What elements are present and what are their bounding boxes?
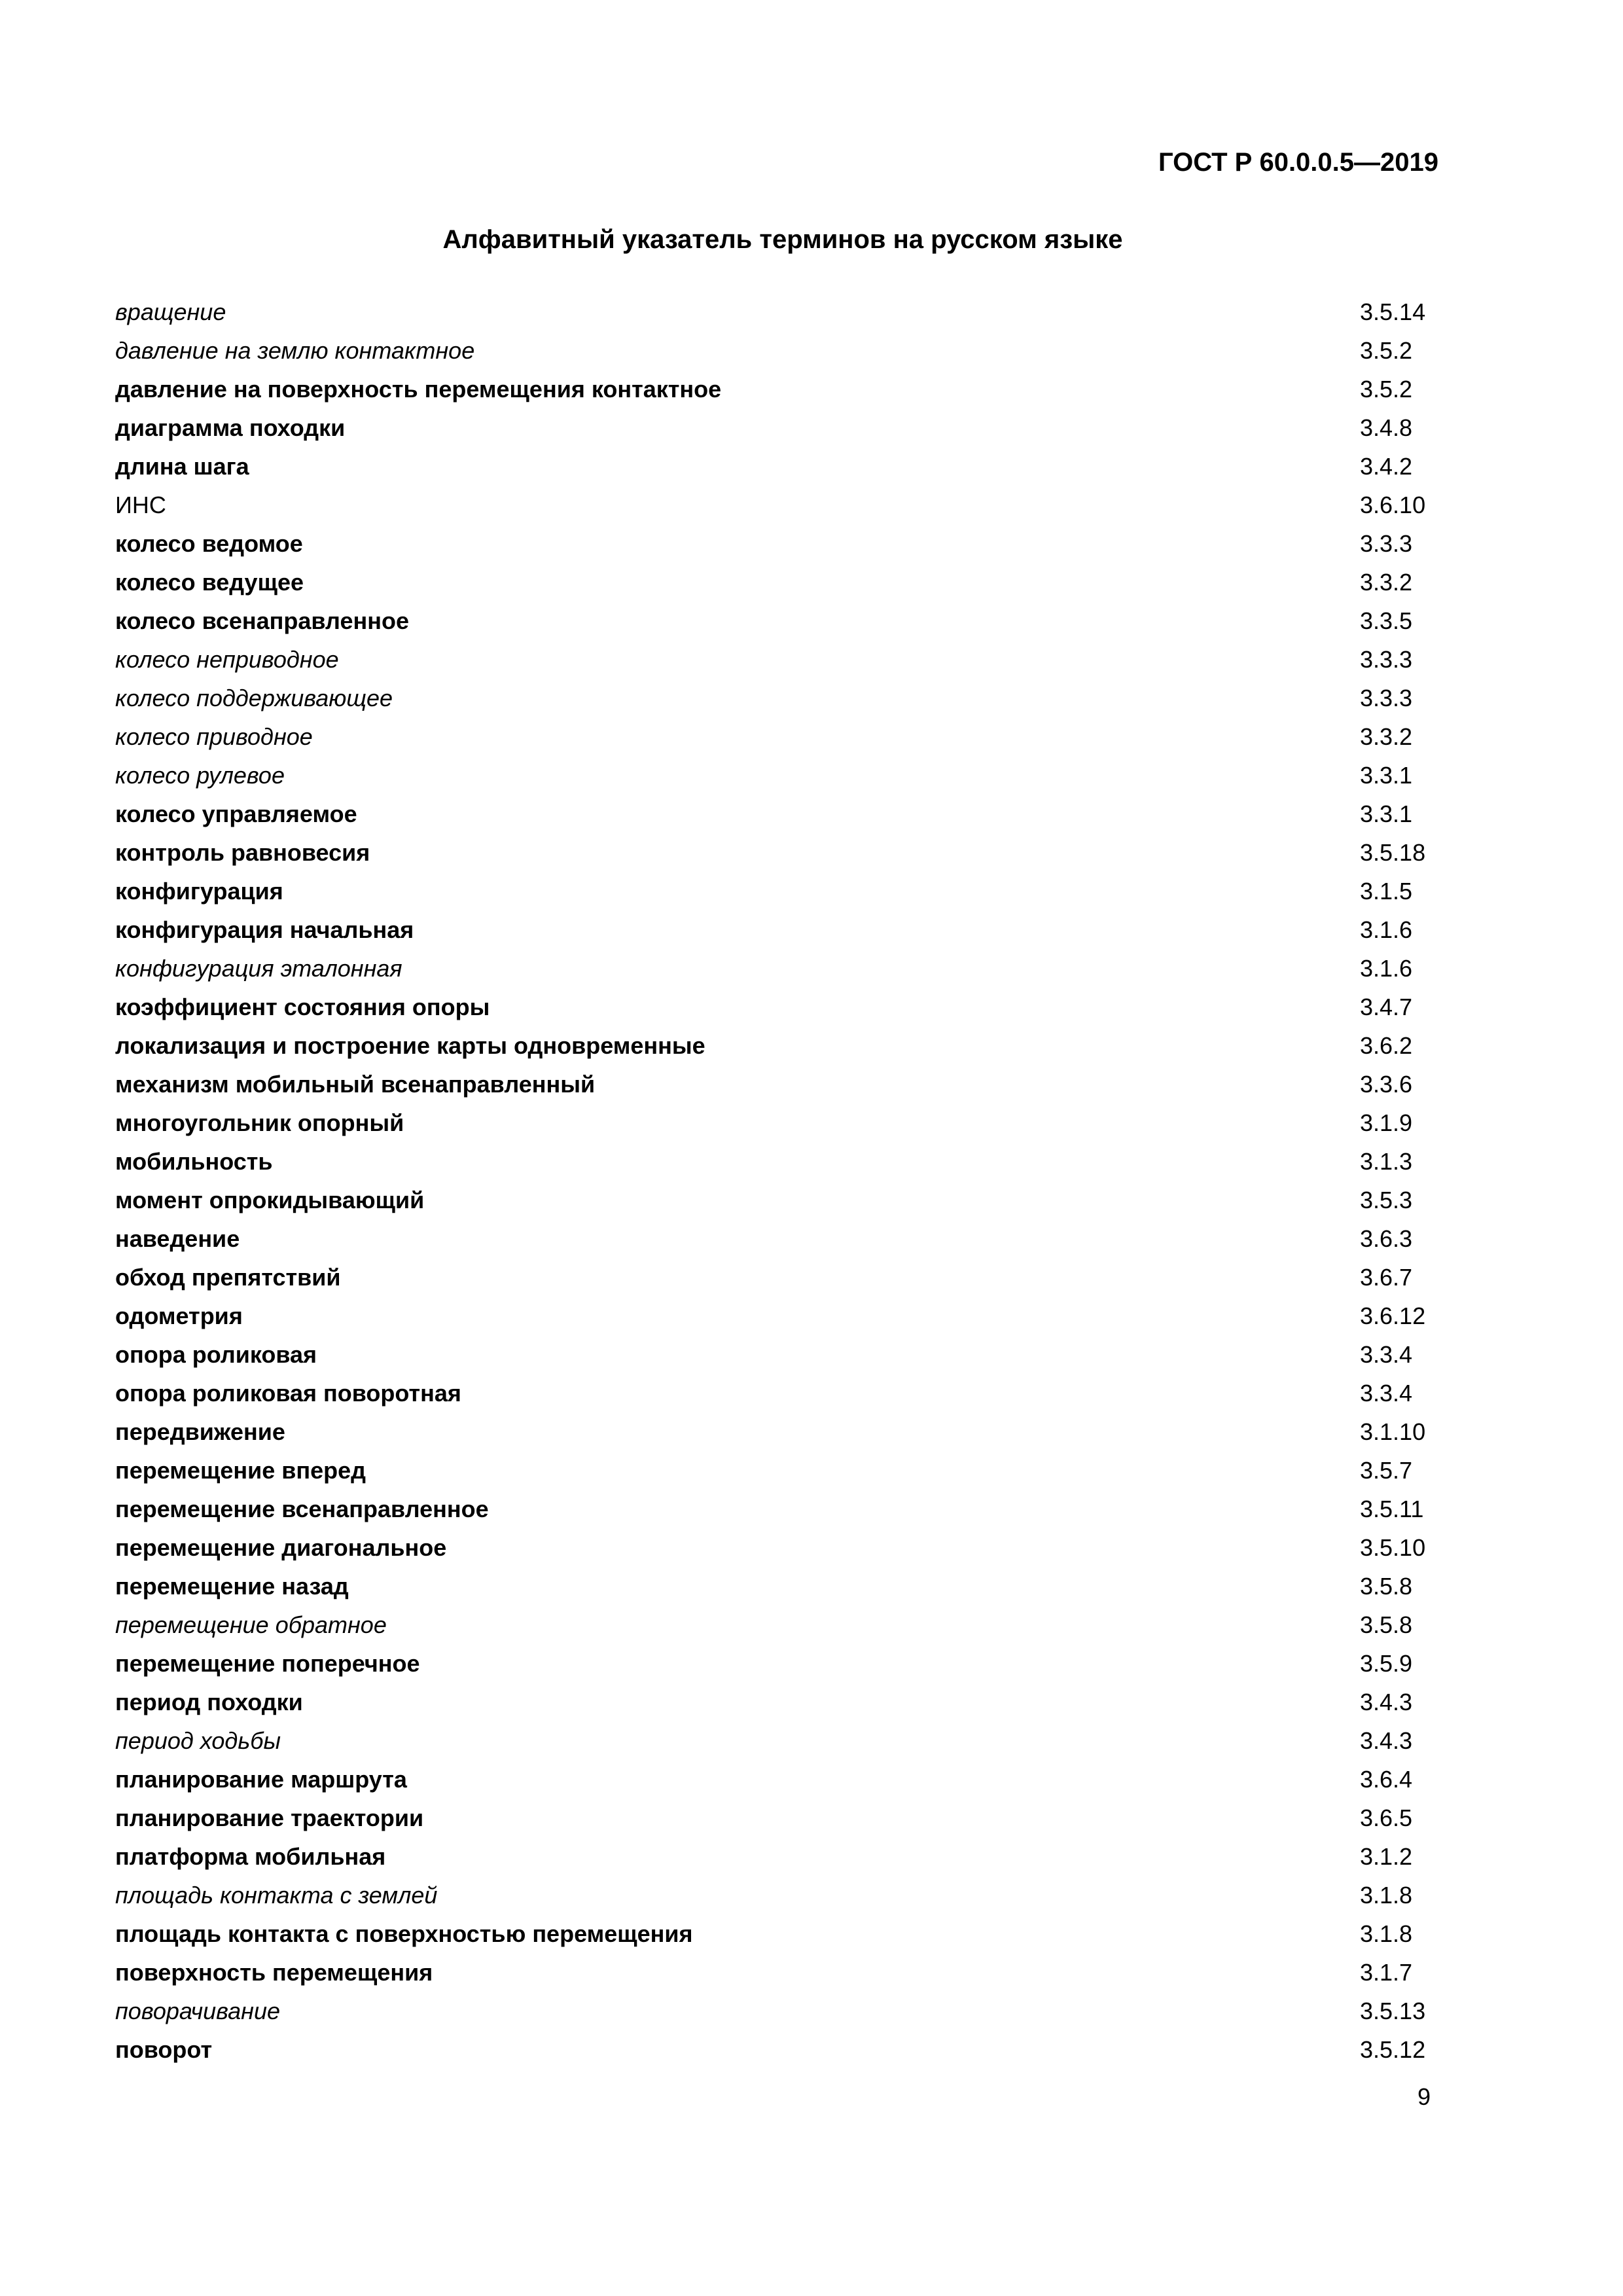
- index-entry: [115, 761, 1431, 799]
- index-entry: [115, 606, 1431, 645]
- index-section-ref: 3.5.7: [1360, 1457, 1413, 1484]
- index-section-ref: 3.5.2: [1360, 337, 1413, 364]
- index-section-ref: 3.1.6: [1360, 955, 1413, 982]
- index-term: диаграмма походки: [115, 414, 346, 441]
- index-term: вращение: [115, 298, 226, 325]
- index-title: Алфавитный указатель терминов на русском языке: [442, 225, 1123, 254]
- index-entry: [115, 1417, 1431, 1456]
- index-entry: [115, 567, 1431, 606]
- index-term: планирование траектории: [115, 1804, 424, 1831]
- index-section-ref: 3.6.4: [1360, 1766, 1413, 1793]
- index-section-ref: 3.3.6: [1360, 1071, 1413, 1098]
- index-section-ref: 3.6.2: [1360, 1032, 1413, 1059]
- index-entry: [115, 490, 1431, 529]
- index-section-ref: 3.3.5: [1360, 607, 1413, 634]
- index-term: колесо ведущее: [115, 569, 304, 596]
- index-term: период ходьбы: [115, 1727, 281, 1754]
- index-entry: [115, 876, 1431, 915]
- index-term: колесо приводное: [115, 723, 313, 750]
- index-entry: [115, 1456, 1431, 1494]
- index-term: мобильность: [115, 1148, 273, 1175]
- index-section-ref: 3.3.4: [1360, 1341, 1413, 1368]
- index-section-ref: 3.4.3: [1360, 1727, 1413, 1754]
- index-section-ref: 3.5.11: [1360, 1496, 1424, 1522]
- index-section-ref: 3.3.2: [1360, 723, 1413, 750]
- index-entry: [115, 645, 1431, 683]
- index-entry: [115, 1726, 1431, 1765]
- index-term: колесо поддерживающее: [115, 685, 393, 711]
- index-term: колесо ведомое: [115, 530, 303, 557]
- index-entry: [115, 1263, 1431, 1301]
- index-entry: [115, 1765, 1431, 1803]
- index-term: площадь контакта с поверхностью перемещения: [115, 1920, 693, 1947]
- index-entry: [115, 1687, 1431, 1726]
- index-section-ref: 3.6.3: [1360, 1225, 1413, 1252]
- index-section-ref: 3.1.7: [1360, 1959, 1413, 1986]
- index-section-ref: 3.5.13: [1360, 1998, 1426, 2024]
- index-section-ref: 3.5.3: [1360, 1187, 1413, 1213]
- index-entry: [115, 1108, 1431, 1147]
- index-term: конфигурация: [115, 878, 283, 905]
- index-entry: [115, 1147, 1431, 1185]
- index-entry: [115, 1224, 1431, 1263]
- index-section-ref: 3.1.2: [1360, 1843, 1413, 1870]
- index-entry: [115, 336, 1431, 374]
- index-section-ref: 3.6.7: [1360, 1264, 1413, 1291]
- index-term: период походки: [115, 1689, 303, 1715]
- index-section-ref: 3.3.3: [1360, 646, 1413, 673]
- index-section-ref: 3.3.1: [1360, 762, 1413, 789]
- index-entry: [115, 1378, 1431, 1417]
- index-section-ref: 3.3.1: [1360, 800, 1413, 827]
- index-section-ref: 3.3.3: [1360, 685, 1413, 711]
- index-entry: [115, 1494, 1431, 1533]
- index-section-ref: 3.4.3: [1360, 1689, 1413, 1715]
- index-section-ref: 3.6.10: [1360, 492, 1426, 518]
- index-section-ref: 3.5.14: [1360, 298, 1426, 325]
- document-code-header: ГОСТ Р 60.0.0.5—2019: [1158, 148, 1438, 177]
- index-section-ref: 3.1.8: [1360, 1920, 1413, 1947]
- index-term: опора роликовая поворотная: [115, 1380, 461, 1407]
- index-term: поворачивание: [115, 1998, 281, 2024]
- page-number: 9: [1417, 2083, 1431, 2110]
- index-entry: [115, 799, 1431, 838]
- index-term: одометрия: [115, 1302, 243, 1329]
- index-section-ref: 3.4.7: [1360, 994, 1413, 1020]
- index-entry: [115, 2035, 1431, 2073]
- index-section-ref: 3.5.2: [1360, 376, 1413, 403]
- index-entry: [115, 992, 1431, 1031]
- index-section-ref: 3.5.9: [1360, 1650, 1413, 1677]
- index-entry: [115, 1803, 1431, 1842]
- index-entry: [115, 1571, 1431, 1610]
- index-entry: [115, 915, 1431, 954]
- index-entry: [115, 1185, 1431, 1224]
- index-section-ref: 3.4.2: [1360, 453, 1413, 480]
- index-term: поворот: [115, 2036, 213, 2063]
- index-section-ref: 3.3.2: [1360, 569, 1413, 596]
- index-section-ref: 3.6.12: [1360, 1302, 1426, 1329]
- index-entry: [115, 1301, 1431, 1340]
- index-section-ref: 3.1.10: [1360, 1418, 1426, 1445]
- index-section-ref: 3.5.8: [1360, 1611, 1413, 1638]
- index-entry: [115, 1880, 1431, 1919]
- index-term: момент опрокидывающий: [115, 1187, 425, 1213]
- index-entry: [115, 1842, 1431, 1880]
- index-term: площадь контакта с землей: [115, 1882, 438, 1909]
- index-term: перемещение всенаправленное: [115, 1496, 489, 1522]
- index-term: конфигурация эталонная: [115, 955, 402, 982]
- index-term: колесо рулевое: [115, 762, 285, 789]
- index-section-ref: 3.1.5: [1360, 878, 1413, 905]
- index-entry: [115, 1533, 1431, 1571]
- index-term: колесо управляемое: [115, 800, 357, 827]
- index-entry: [115, 1958, 1431, 1996]
- index-section-ref: 3.6.5: [1360, 1804, 1413, 1831]
- index-section-ref: 3.4.8: [1360, 414, 1413, 441]
- index-entry: [115, 1919, 1431, 1958]
- index-section-ref: 3.5.10: [1360, 1534, 1426, 1561]
- index-section-ref: 3.5.8: [1360, 1573, 1413, 1600]
- index-entry: [115, 1340, 1431, 1378]
- index-entry: [115, 1069, 1431, 1108]
- index-section-ref: 3.1.6: [1360, 916, 1413, 943]
- index-section-ref: 3.5.12: [1360, 2036, 1426, 2063]
- index-term: коэффициент состояния опоры: [115, 994, 490, 1020]
- index-entry: [115, 1031, 1431, 1069]
- index-term: перемещение вперед: [115, 1457, 366, 1484]
- index-entry: [115, 374, 1431, 413]
- index-section-ref: 3.1.3: [1360, 1148, 1413, 1175]
- index-term: передвижение: [115, 1418, 285, 1445]
- index-term: ИНС: [115, 492, 166, 518]
- index-entry: [115, 297, 1431, 336]
- index-term: перемещение диагональное: [115, 1534, 447, 1561]
- index-section-ref: 3.5.18: [1360, 839, 1426, 866]
- index-term: поверхность перемещения: [115, 1959, 433, 1986]
- index-term: колесо неприводное: [115, 646, 339, 673]
- index-term: конфигурация начальная: [115, 916, 414, 943]
- index-entry: [115, 722, 1431, 761]
- index-entry: [115, 954, 1431, 992]
- index-term: давление на землю контактное: [115, 337, 475, 364]
- index-term: опора роликовая: [115, 1341, 317, 1368]
- index-section-ref: 3.3.3: [1360, 530, 1413, 557]
- index-term: планирование маршрута: [115, 1766, 407, 1793]
- index-entry: [115, 1610, 1431, 1649]
- index-term: колесо всенаправленное: [115, 607, 409, 634]
- index-term: обход препятствий: [115, 1264, 341, 1291]
- index-entry: [115, 413, 1431, 452]
- index-term: перемещение назад: [115, 1573, 349, 1600]
- index-term: многоугольник опорный: [115, 1109, 404, 1136]
- index-term: перемещение поперечное: [115, 1650, 420, 1677]
- term-index-list: [115, 297, 1431, 2073]
- index-term: длина шага: [115, 453, 249, 480]
- index-term: давление на поверхность перемещения контактное: [115, 376, 722, 403]
- index-entry: [115, 529, 1431, 567]
- index-entry: [115, 838, 1431, 876]
- index-entry: [115, 452, 1431, 490]
- index-section-ref: 3.3.4: [1360, 1380, 1413, 1407]
- index-term: перемещение обратное: [115, 1611, 387, 1638]
- index-section-ref: 3.1.8: [1360, 1882, 1413, 1909]
- index-term: механизм мобильный всенаправленный: [115, 1071, 596, 1098]
- index-entry: [115, 1649, 1431, 1687]
- index-section-ref: 3.1.9: [1360, 1109, 1413, 1136]
- index-entry: [115, 1996, 1431, 2035]
- index-term: наведение: [115, 1225, 240, 1252]
- index-entry: [115, 683, 1431, 722]
- index-term: платформа мобильная: [115, 1843, 386, 1870]
- index-term: локализация и построение карты одновременные: [115, 1032, 705, 1059]
- index-term: контроль равновесия: [115, 839, 370, 866]
